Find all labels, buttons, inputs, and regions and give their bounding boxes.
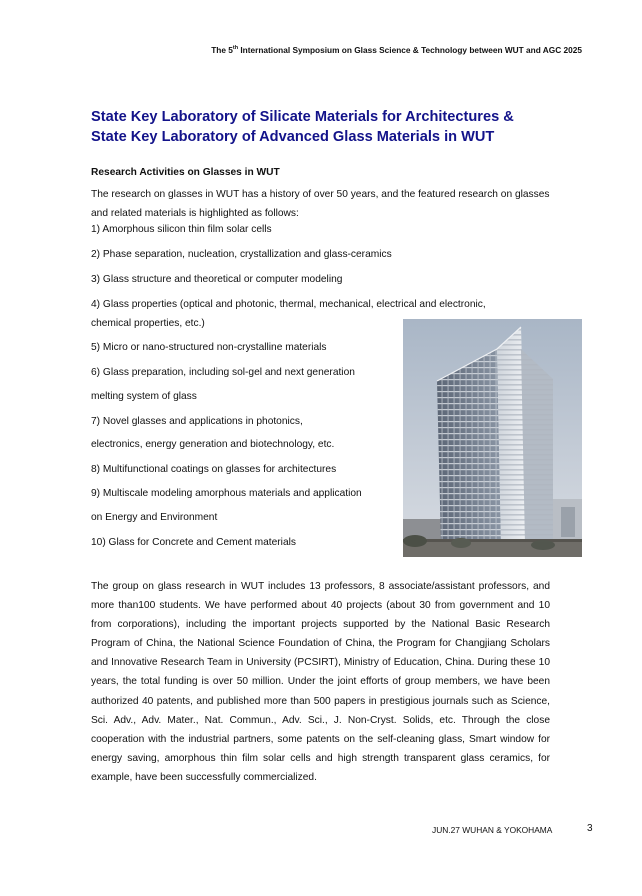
building-photo: [403, 319, 582, 557]
body-paragraph: The group on glass research in WUT includes 13 professors, 8 associate/assistant professors, and more than100 students. We have performed about 40 projects (about 30 from government and 10 from corporations), including the important projects supported by the National Basic Research Program of China, the National Science Foundation of China, the Program for Changjiang Scholars and Innovative Research Team in University (PCSIRT), Ministry of Education, China. During these 10 years, the total funding is over 50 million. Under the joint efforts of group members, we have been authorized 40 patents, and published more than 500 papers in prestigious journals such as Science, Sci. Adv., Adv. Mater., Nat. Commun., Adv. Sci., J. Non-Cryst. Solids, etc. Through the close cooperation with the industrial partners, some patents on the self-cleaning glass, Smart window for energy saving, amorphous thin film solar cells and high strength transparent glass ceramics, for example, have been successfully commercialized.: [91, 581, 550, 783]
running-header-sup: th: [232, 45, 239, 52]
research-item: 4) Glass properties (optical and photonic, thermal, mechanical, electrical and electronic,: [91, 299, 486, 310]
page-number: 3: [587, 823, 593, 834]
research-item: electronics, energy generation and biotechnology, etc.: [91, 439, 335, 450]
running-header-pre: The 5: [211, 45, 233, 55]
research-item: melting system of glass: [91, 391, 197, 402]
research-item: 10) Glass for Concrete and Cement materials: [91, 537, 296, 548]
research-item: 9) Multiscale modeling amorphous materials and application: [91, 488, 362, 499]
running-header-post: International Symposium on Glass Science & Technology between WUT and AGC 2025: [238, 45, 582, 55]
research-item: chemical properties, etc.): [91, 318, 205, 329]
research-item: 3) Glass structure and theoretical or computer modeling: [91, 274, 343, 285]
section-heading: Research Activities on Glasses in WUT: [91, 167, 280, 178]
research-item: 8) Multifunctional coatings on glasses for architectures: [91, 464, 337, 475]
research-item: 7) Novel glasses and applications in photonics,: [91, 416, 303, 427]
page-title: [91, 107, 591, 147]
page-title-line-1: State Key Laboratory of Silicate Materials for Architectures &: [91, 109, 514, 125]
running-header: [211, 45, 582, 55]
research-item: 5) Micro or nano-structured non-crystalline materials: [91, 342, 327, 353]
research-item: on Energy and Environment: [91, 512, 218, 523]
research-item: 1) Amorphous silicon thin film solar cells: [91, 224, 272, 235]
page-title-line-2: State Key Laboratory of Advanced Glass Materials in WUT: [91, 129, 495, 145]
intro-paragraph: The research on glasses in WUT has a history of over 50 years, and the featured research on glasses and related materials is highlighted as follows:: [91, 189, 550, 219]
research-item: 6) Glass preparation, including sol-gel and next generation: [91, 367, 355, 378]
footer-event: JUN.27 WUHAN & YOKOHAMA: [432, 825, 553, 835]
research-item: 2) Phase separation, nucleation, crystallization and glass-ceramics: [91, 249, 392, 260]
